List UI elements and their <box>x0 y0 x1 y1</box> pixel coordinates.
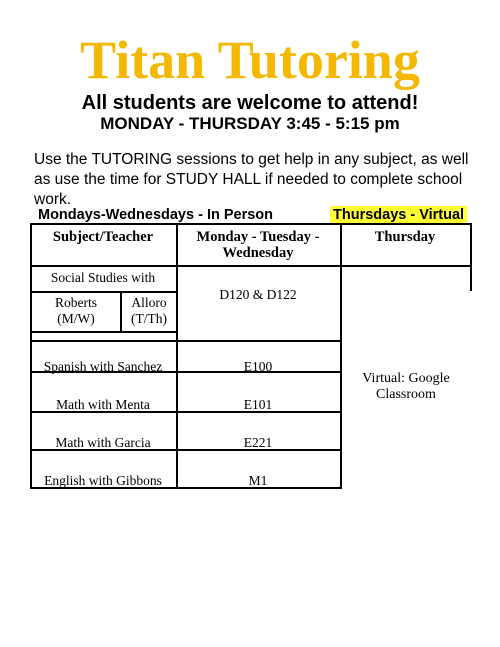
social-studies-teacher-alloro: Alloro (T/Th) <box>131 295 167 326</box>
header-subject-teacher: Subject/Teacher <box>52 229 154 245</box>
table-border <box>30 331 178 333</box>
english-room: M1 <box>248 473 268 488</box>
social-studies-room: D120 & D122 <box>219 287 297 302</box>
in-person-label: Mondays-Wednesdays - In Person <box>38 207 274 223</box>
spanish-room: E100 <box>243 359 273 374</box>
intro-paragraph: Use the TUTORING sessions to get help in any subject, as well as use the time for STUDY HALL if needed to complete school work. <box>34 151 469 208</box>
header-mon-wed: Monday - Tuesday - Wednesday <box>196 229 320 261</box>
english-subject: English with Gibbons <box>44 473 162 488</box>
social-studies-subject: Social Studies with <box>50 270 156 285</box>
header-thursday: Thursday <box>374 229 436 245</box>
welcome-heading: All students are welcome to attend! <box>81 92 419 114</box>
page-title: Titan Tutoring <box>80 30 420 90</box>
tutoring-schedule-table <box>30 223 470 488</box>
math-garcia-room: E221 <box>243 435 273 450</box>
math-garcia-subject: Math with Garcia <box>55 435 151 450</box>
spanish-subject: Spanish with Sanchez <box>43 359 163 374</box>
hours-heading: MONDAY - THURSDAY 3:45 - 5:15 pm <box>100 114 400 133</box>
table-border <box>470 223 472 291</box>
thursday-virtual-value: Virtual: Google Classroom <box>362 371 450 402</box>
math-menta-subject: Math with Menta <box>56 397 150 412</box>
virtual-label: Thursdays - Virtual <box>330 206 467 224</box>
social-studies-teacher-roberts: Roberts (M/W) <box>55 295 97 326</box>
math-menta-room: E101 <box>243 397 273 412</box>
